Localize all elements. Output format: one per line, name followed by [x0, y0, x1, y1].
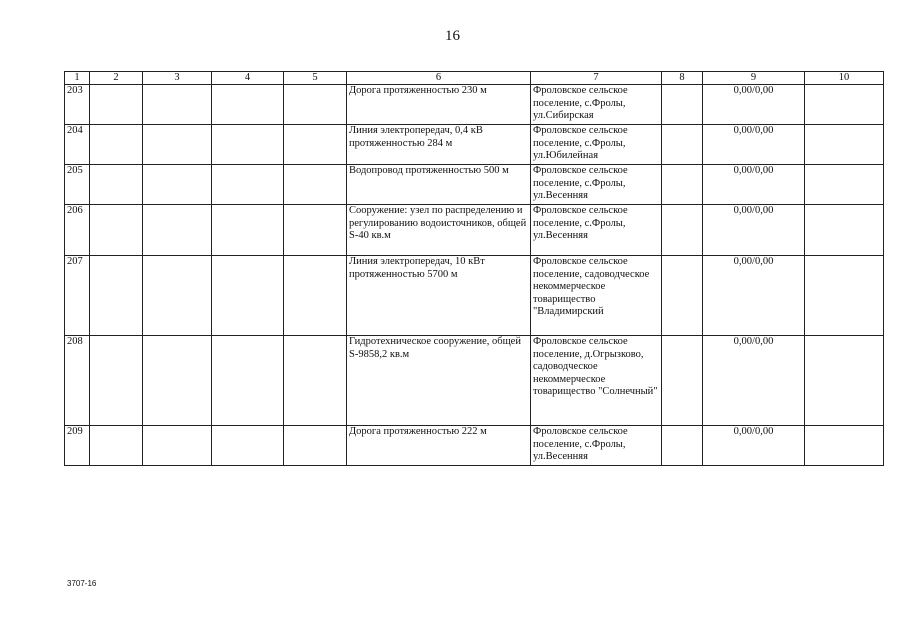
column-3-cell [143, 125, 212, 165]
table-row [65, 205, 884, 256]
column-3-cell [143, 165, 212, 205]
column-3-cell [143, 85, 212, 125]
column-10-cell [805, 125, 884, 165]
column-header: 6 [347, 72, 531, 85]
value-cell: 0,00/0,00 [703, 165, 805, 205]
column-10-cell [805, 165, 884, 205]
column-2-cell [90, 165, 143, 205]
table-row [65, 426, 884, 466]
column-5-cell [284, 426, 347, 466]
page-number: 16 [445, 28, 460, 44]
column-2-cell [90, 426, 143, 466]
column-header: 3 [143, 72, 212, 85]
register-table [64, 71, 884, 466]
row-number-cell: 205 [65, 165, 90, 205]
column-10-cell [805, 85, 884, 125]
column-header: 2 [90, 72, 143, 85]
value-cell: 0,00/0,00 [703, 205, 805, 256]
column-10-cell [805, 256, 884, 336]
value-cell: 0,00/0,00 [703, 426, 805, 466]
column-3-cell [143, 205, 212, 256]
column-4-cell [212, 256, 284, 336]
column-5-cell [284, 165, 347, 205]
column-10-cell [805, 205, 884, 256]
table-row [65, 256, 884, 336]
document-code: 3707-16 [67, 579, 97, 588]
object-name-cell: Дорога протяженностью 222 м [347, 426, 531, 466]
location-cell: Фроловское сельское поселение, садоводческое некоммерческое товарищество "Владимирский [531, 256, 662, 336]
location-cell: Фроловское сельское поселение, с.Фролы, ул.Весенняя [531, 426, 662, 466]
column-5-cell [284, 205, 347, 256]
column-2-cell [90, 256, 143, 336]
location-cell: Фроловское сельское поселение, с.Фролы, ул.Сибирская [531, 85, 662, 125]
column-header: 10 [805, 72, 884, 85]
column-8-cell [662, 205, 703, 256]
column-10-cell [805, 336, 884, 426]
column-2-cell [90, 205, 143, 256]
object-name-cell: Водопровод протяженностью 500 м [347, 165, 531, 205]
column-header: 1 [65, 72, 90, 85]
column-2-cell [90, 85, 143, 125]
value-cell: 0,00/0,00 [703, 85, 805, 125]
column-4-cell [212, 125, 284, 165]
table-row [65, 165, 884, 205]
object-name-cell: Сооружение: узел по распределению и регулированию водоисточников, общей S-40 кв.м [347, 205, 531, 256]
column-5-cell [284, 256, 347, 336]
column-4-cell [212, 205, 284, 256]
value-cell: 0,00/0,00 [703, 336, 805, 426]
row-number-cell: 203 [65, 85, 90, 125]
row-number-cell: 206 [65, 205, 90, 256]
object-name-cell: Линия электропередач, 0,4 кВ протяженностью 284 м [347, 125, 531, 165]
table-row [65, 336, 884, 426]
column-8-cell [662, 256, 703, 336]
location-cell: Фроловское сельское поселение, с.Фролы, ул.Весенняя [531, 205, 662, 256]
table-row [65, 125, 884, 165]
column-header: 8 [662, 72, 703, 85]
column-header: 7 [531, 72, 662, 85]
row-number-cell: 207 [65, 256, 90, 336]
column-4-cell [212, 165, 284, 205]
table-header-row [65, 72, 884, 85]
column-header: 5 [284, 72, 347, 85]
column-3-cell [143, 426, 212, 466]
column-2-cell [90, 336, 143, 426]
column-2-cell [90, 125, 143, 165]
location-cell: Фроловское сельское поселение, д.Огрызково, садоводческое некоммерческое товарищество "Солнечный" [531, 336, 662, 426]
column-4-cell [212, 336, 284, 426]
value-cell: 0,00/0,00 [703, 125, 805, 165]
column-10-cell [805, 426, 884, 466]
column-5-cell [284, 125, 347, 165]
column-4-cell [212, 426, 284, 466]
object-name-cell: Линия электропередач, 10 кВт протяженностью 5700 м [347, 256, 531, 336]
value-cell: 0,00/0,00 [703, 256, 805, 336]
column-4-cell [212, 85, 284, 125]
column-3-cell [143, 256, 212, 336]
column-8-cell [662, 165, 703, 205]
object-name-cell: Дорога протяженностью 230 м [347, 85, 531, 125]
object-name-cell: Гидротехническое сооружение, общей S-9858,2 кв.м [347, 336, 531, 426]
column-5-cell [284, 336, 347, 426]
column-8-cell [662, 426, 703, 466]
column-5-cell [284, 85, 347, 125]
row-number-cell: 208 [65, 336, 90, 426]
location-cell: Фроловское сельское поселение, с.Фролы, ул.Юбилейная [531, 125, 662, 165]
row-number-cell: 204 [65, 125, 90, 165]
table-row [65, 85, 884, 125]
column-8-cell [662, 336, 703, 426]
location-cell: Фроловское сельское поселение, с.Фролы, ул.Весенняя [531, 165, 662, 205]
column-header: 4 [212, 72, 284, 85]
column-3-cell [143, 336, 212, 426]
row-number-cell: 209 [65, 426, 90, 466]
column-8-cell [662, 85, 703, 125]
column-header: 9 [703, 72, 805, 85]
column-8-cell [662, 125, 703, 165]
